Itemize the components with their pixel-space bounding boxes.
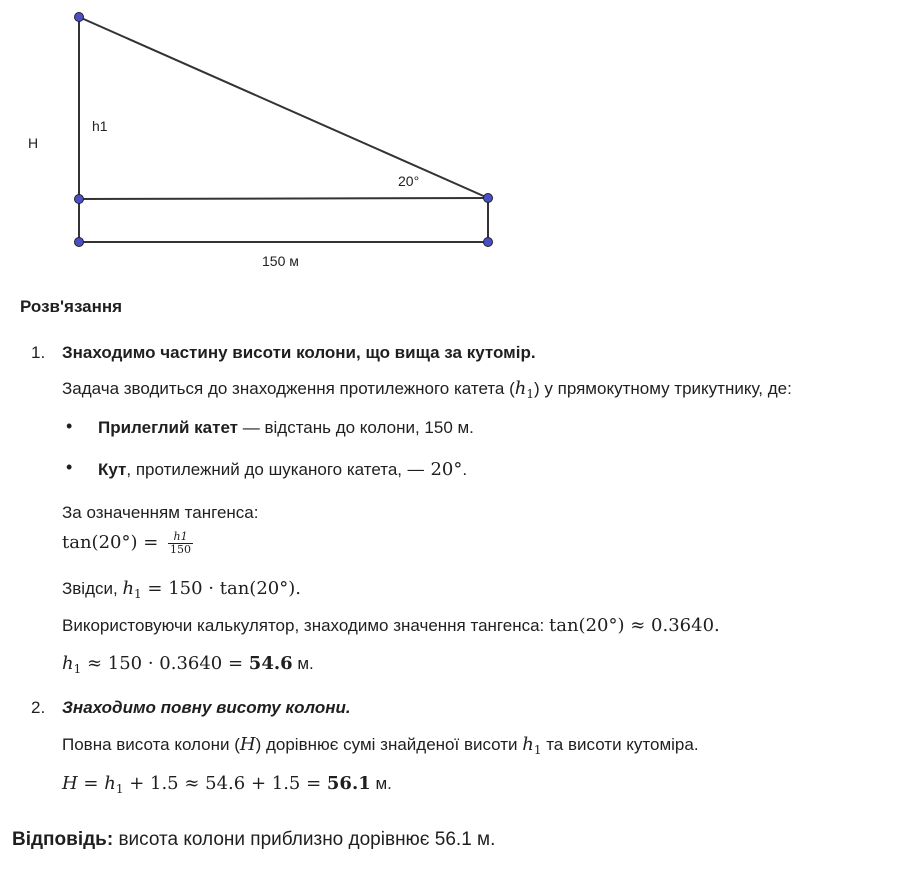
bullet2-text <box>98 459 467 480</box>
bullet2-end: . <box>462 460 468 479</box>
step2-title: Знаходимо повну висоту колони. <box>62 698 351 717</box>
fraction-denominator: 150 <box>170 542 192 556</box>
vertex-mid-left <box>75 195 84 204</box>
bullet2-dot: • <box>66 457 73 477</box>
answer-line <box>12 829 495 851</box>
step1-intro-end: ) у прямокутному трикутнику, де: <box>534 379 792 398</box>
step2-text-a: Повна висота колони ( <box>62 735 240 754</box>
bullet2-rest: , протилежний до шуканого катета, <box>126 460 407 479</box>
hence-line <box>62 578 301 601</box>
vertex-mid-right <box>484 194 493 203</box>
hence-text: Звідси, <box>62 579 123 598</box>
bullet1-rest: — відстань до колони, 150 м. <box>238 418 474 437</box>
step1-intro <box>62 378 792 401</box>
calculator-text: Використовуючи калькулятор, знаходимо значення тангенса: <box>62 616 549 635</box>
formula-result: 56.1 <box>326 773 371 794</box>
answer-label: Відповідь: <box>12 829 114 850</box>
hypotenuse-line <box>79 17 488 198</box>
step1-intro-var: h <box>514 378 527 399</box>
calculator-math: tan(20°) ≈ 0.3640. <box>549 615 720 636</box>
adjacent-leg-line <box>79 198 488 199</box>
formula-middle: + 1.5 ≈ 54.6 + 1.5 = <box>123 773 327 794</box>
tangent-definition-text: За означенням тангенса: <box>62 503 259 522</box>
solution-heading: Розв'язання <box>20 297 123 316</box>
bullet1-dot: • <box>66 416 73 436</box>
bullet2-bold: Кут <box>98 460 127 479</box>
label-distance: 150 м <box>262 253 299 269</box>
total-height-formula <box>62 773 392 796</box>
step2-text-b: ) дорівнює сумі знайденої висоти <box>255 735 523 754</box>
h1-result-value: 54.6 <box>248 653 293 674</box>
answer-text: висота колони приблизно дорівнює 56.1 м. <box>113 829 496 850</box>
hence-rest: = 150 · tan(20°). <box>141 578 301 599</box>
step1-intro-text: Задача зводиться до знаходження протилежного катета ( <box>62 379 515 398</box>
bullet1-bold: Прилеглий катет <box>98 418 239 437</box>
step2-text-c: та висоти кутоміра. <box>541 735 699 754</box>
bullet2-math: — 20° <box>406 459 463 480</box>
h1-result-unit: м. <box>292 654 314 673</box>
label-H: H <box>28 135 39 151</box>
bullet1-text <box>98 418 474 438</box>
vertex-bottom-right <box>484 238 493 247</box>
hence-sub: 1 <box>134 587 142 601</box>
triangle-diagram <box>0 0 910 290</box>
h1-result-line <box>62 653 314 676</box>
step2-text-sub: 1 <box>533 743 542 757</box>
tangent-expression: tan(20°) = <box>62 532 165 554</box>
hence-var: h <box>122 578 135 599</box>
formula-lhs: H = h <box>62 773 116 794</box>
calculator-line <box>62 615 720 636</box>
h1-result-expr: ≈ 150 · 0.3640 = <box>81 653 249 674</box>
step1-title: Знаходимо частину висоти колони, що вища за кутомір. <box>62 343 536 362</box>
label-angle: 20° <box>398 173 420 189</box>
step1-intro-sub: 1 <box>526 387 535 401</box>
tangent-equation <box>62 531 193 555</box>
tangent-fraction <box>168 531 193 555</box>
formula-unit: м. <box>370 774 392 793</box>
h1-result-var: h <box>62 653 74 674</box>
formula-sub: 1 <box>115 782 124 796</box>
fraction-numerator: h1 <box>168 531 193 544</box>
step2-text-var: H <box>239 734 256 755</box>
step1-number: 1. <box>31 343 46 362</box>
vertex-bottom-left <box>75 238 84 247</box>
step2-text-h: h <box>522 734 534 755</box>
step2-number: 2. <box>31 698 46 717</box>
step2-text <box>62 734 699 757</box>
h1-result-sub: 1 <box>73 662 82 676</box>
vertex-top <box>75 13 84 22</box>
label-h1: h1 <box>92 118 108 134</box>
